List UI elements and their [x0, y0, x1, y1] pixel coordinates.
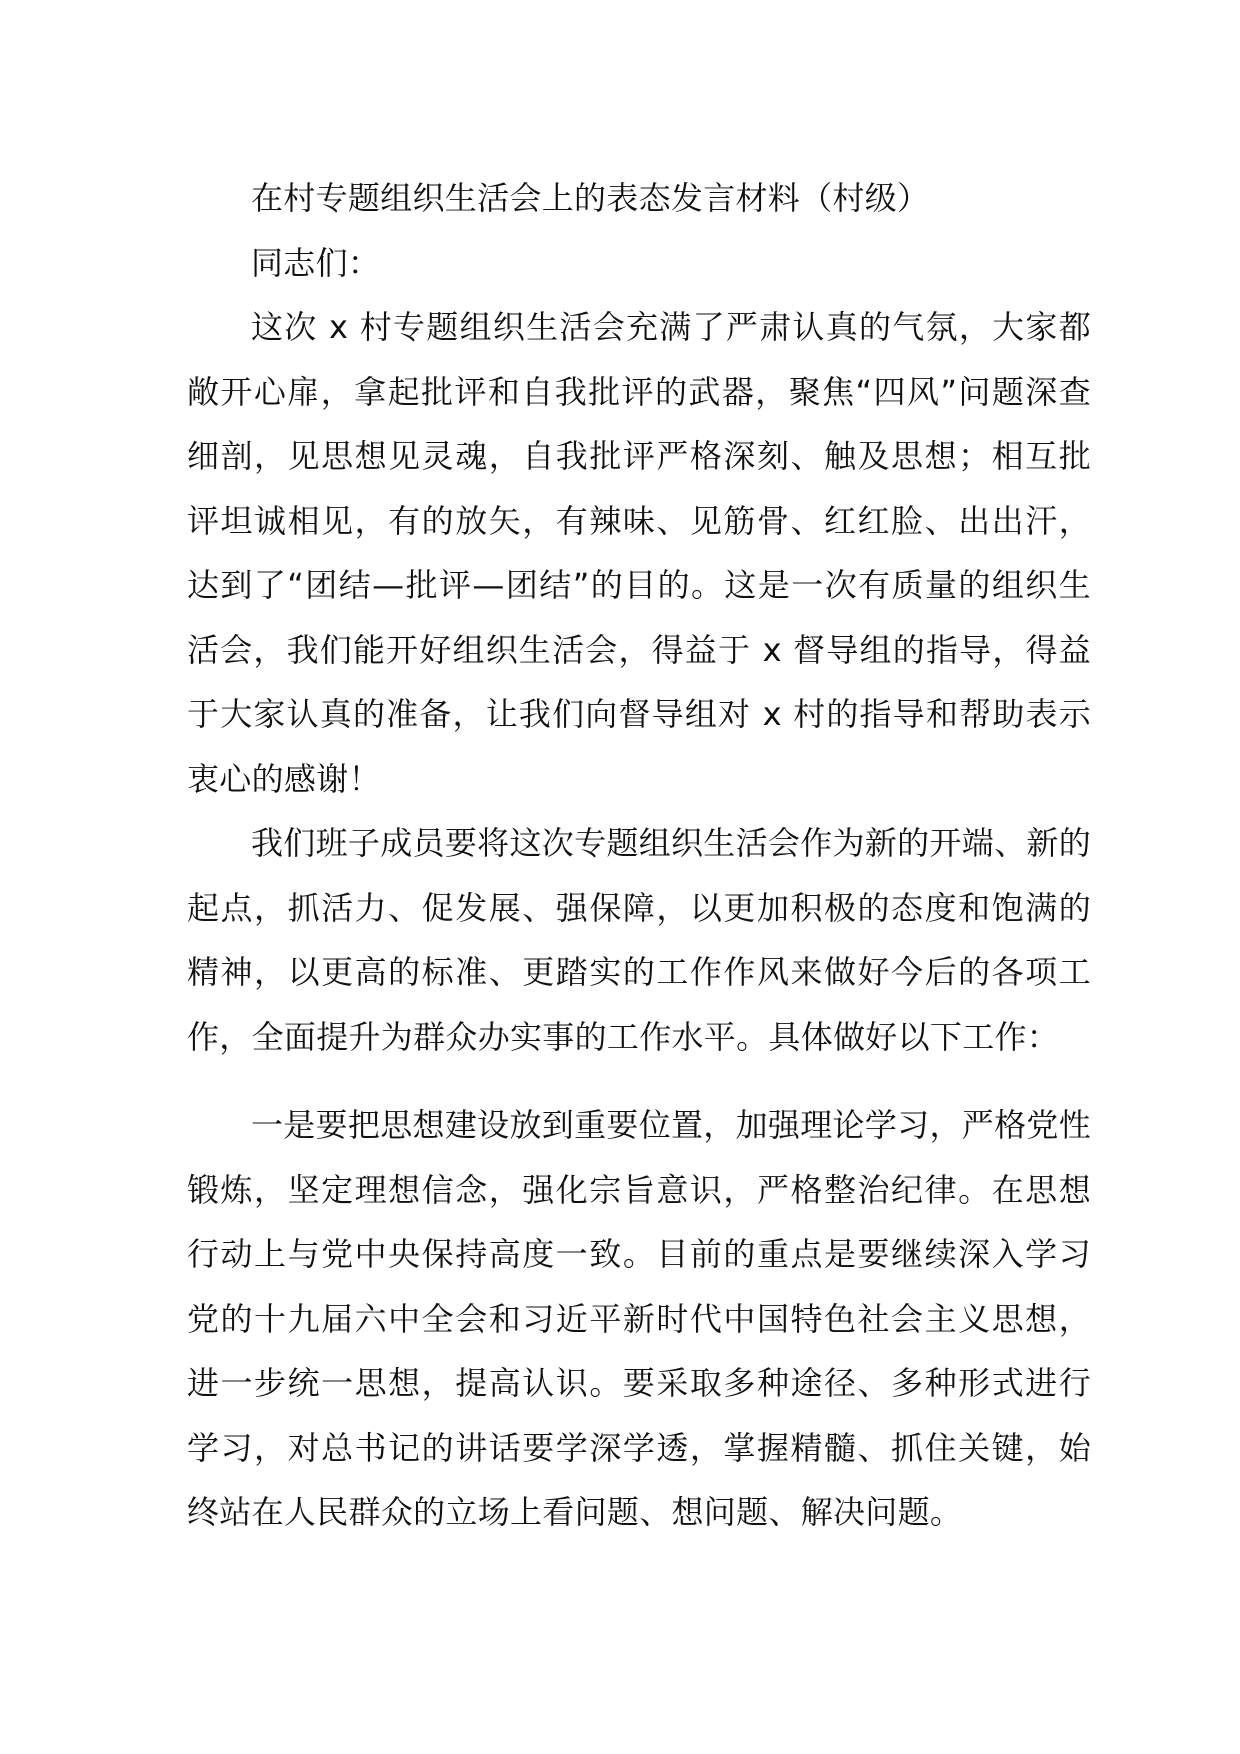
document-body [187, 166, 1091, 1545]
paragraph-spacer [187, 1069, 1091, 1093]
salutation: 同志们： [251, 243, 381, 282]
paragraph-commitment: 我们班子成员要将这次专题组织生活会作为新的开端、新的起点，抓活力、促发展、强保障，以更加积极的态度和饱满的精神，以更高的标准、更踏实的工作作风来做好今后的各项工作，全面提升为群众办实事的工作水平。具体做好以下工作： [187, 824, 1091, 1056]
paragraph-point-one: 一是要把思想建设放到重要位置，加强理论学习，严格党性锻炼，坚定理想信念，强化宗旨意识，严格整治纪律。在思想行动上与党中央保持高度一致。目前的重点是要继续深入学习党的十九届六中全会和习近平新时代中国特色社会主义思想，进一步统一思想，提高认识。要采取多种途径、多种形式进行学习，对总书记的讲话要学深学透，掌握精髓、抓住关键，始终站在人民群众的立场上看问题、想问题、解决问题。 [187, 1106, 1091, 1531]
document-title: 在村专题组织生活会上的表态发言材料（村级） [251, 179, 930, 217]
paragraph-opening: 这次 x 村专题组织生活会充满了严肃认真的气氛，大家都敞开心扉，拿起批评和自我批评的武器，聚焦“四风”问题深查细剖，见思想见灵魂，自我批评严格深刻、触及思想；相互批评坦诚相见，有的放矢，有辣味、见筋骨、红红脸、出出汗，达到了“团结—批评—团结”的目的。这是一次有质量的组织生活会，我们能开好组织生活会，得益于 x 督导组的指导，得益于大家认真的准备，让我们向督导组对 x 村的指导和帮助表示衷心的感谢！ [187, 308, 1091, 798]
